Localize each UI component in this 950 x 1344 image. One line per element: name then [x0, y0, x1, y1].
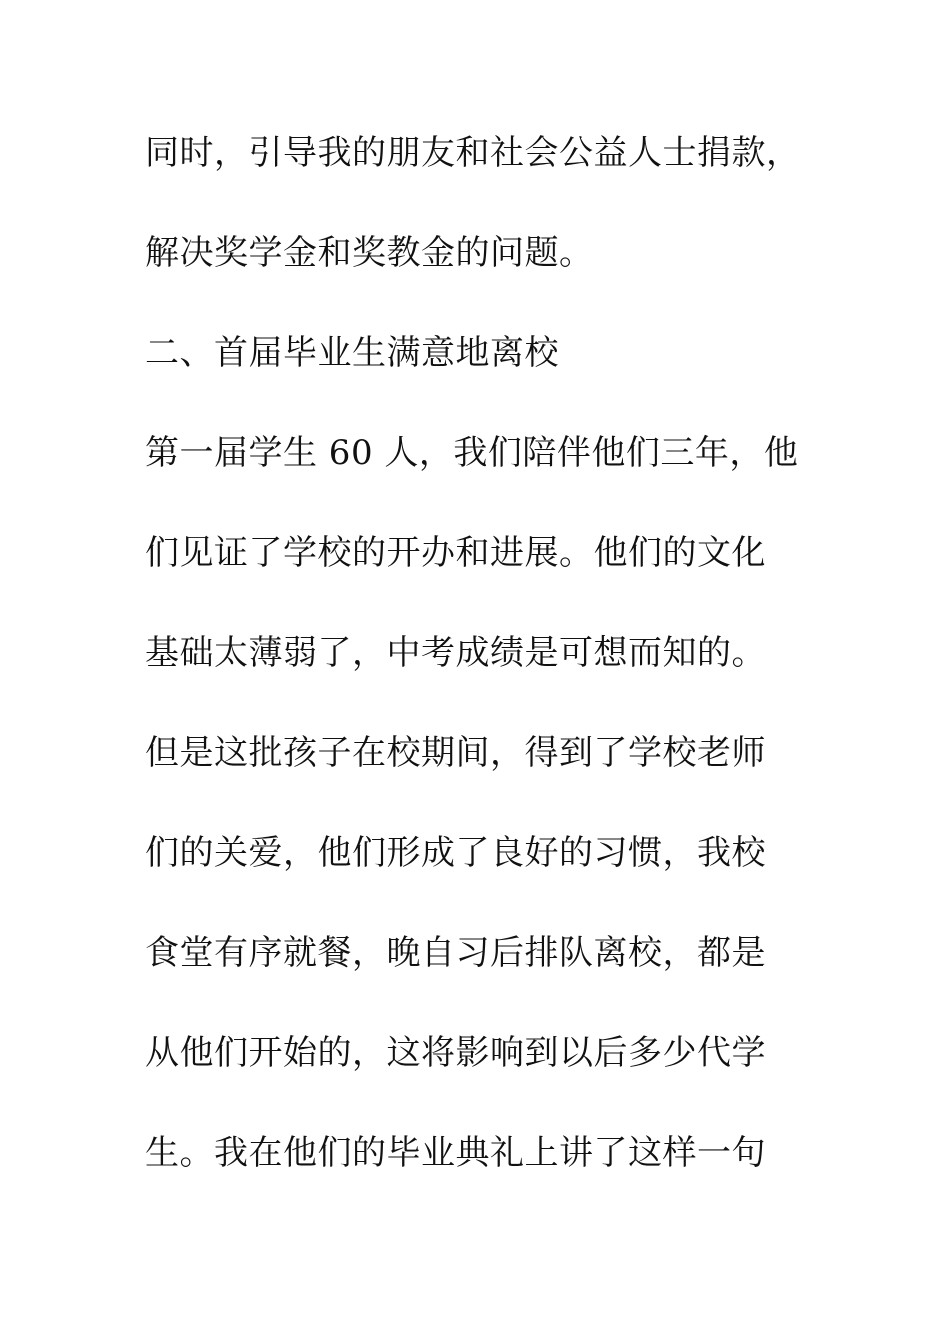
paragraph-line: 食堂有序就餐，晚自习后排队离校，都是 — [145, 933, 766, 973]
paragraph-line: 第一届学生 60 人，我们陪伴他们三年，他 — [145, 433, 799, 473]
paragraph-line: 生。我在他们的毕业典礼上讲了这样一句 — [145, 1133, 766, 1173]
paragraph-line: 但是这批孩子在校期间，得到了学校老师 — [145, 733, 766, 773]
paragraph-line: 基础太薄弱了，中考成绩是可想而知的。 — [145, 633, 766, 673]
paragraph-line: 从他们开始的，这将影响到以后多少代学 — [145, 1033, 766, 1073]
paragraph-line: 们见证了学校的开办和进展。他们的文化 — [145, 533, 766, 573]
section-heading: 二、首届毕业生满意地离校 — [145, 333, 559, 373]
paragraph-line: 同时，引导我的朋友和社会公益人士捐款， — [145, 133, 801, 173]
paragraph-line: 解决奖学金和奖教金的问题。 — [145, 233, 594, 273]
paragraph-line: 们的关爱，他们形成了良好的习惯，我校 — [145, 833, 766, 873]
